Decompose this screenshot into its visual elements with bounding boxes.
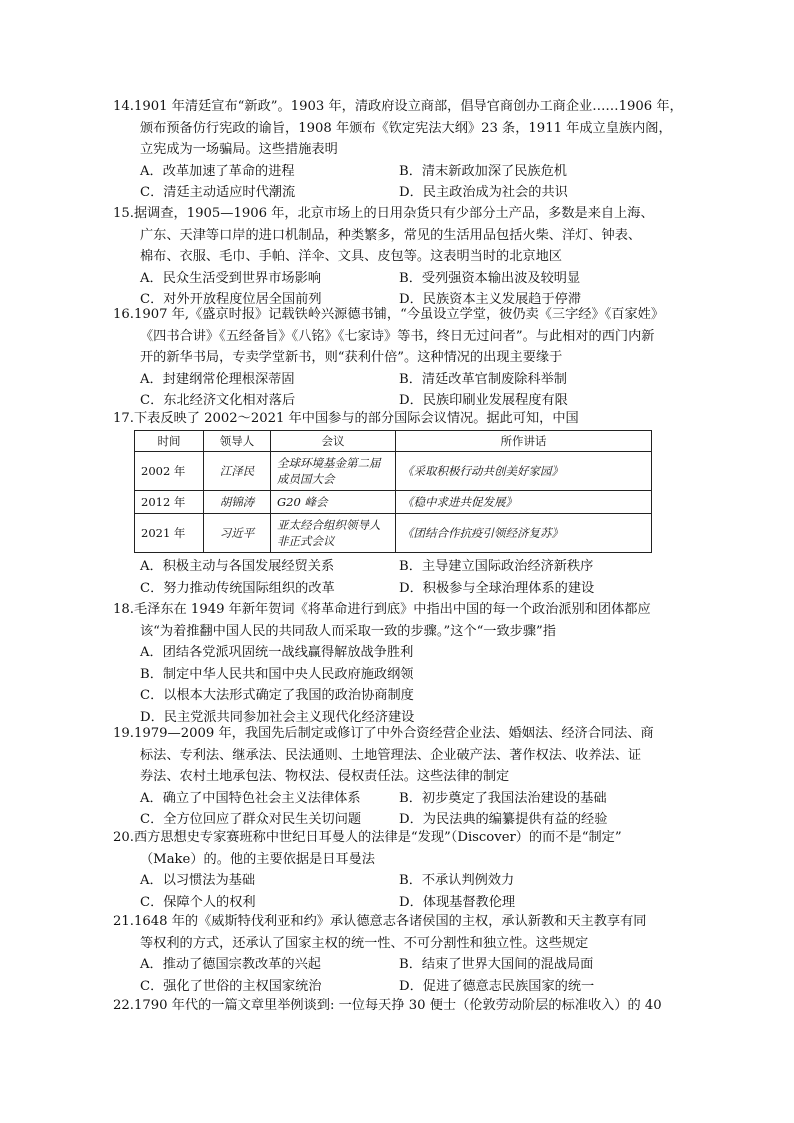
option-b[interactable]: B．不承认判例效力 [399,873,515,888]
option-b[interactable]: B．清廷改革官制废除科举制 [399,371,567,387]
question-text: 1901 年清廷宣布“新政”。1903 年，清政府设立商部，倡导官商创办工商企业……1906 年， [133,99,683,114]
question-17-options [113,556,688,599]
question-19 [113,723,688,831]
table-cell: 亚太经合组织领导人非正式会议 [271,514,396,553]
question-number: 22. [113,998,134,1013]
table-cell: 2012 年 [135,491,204,514]
table-cell: 2002 年 [135,452,204,491]
option-b[interactable]: B．清末新政加深了民族危机 [399,163,567,179]
question-text: 颁布预备仿行宪政的谕旨，1908 年颁布《钦定宪法大纲》23 条，1911 年成立皇族内阁， [140,120,672,136]
table-row [135,452,652,491]
question-number: 15. [113,206,134,221]
option-d[interactable]: D．民主党派共同参加社会主义现代化经济建设 [140,709,415,725]
option-c[interactable]: C．东北经济文化相对落后 [140,393,296,408]
option-c[interactable]: C．以根本大法形式确定了我国的政治协商制度 [140,688,414,703]
option-a[interactable]: A．积极主动与各国发展经贸关系 [140,559,335,574]
option-b[interactable]: B．初步奠定了我国法治建设的基础 [399,790,607,806]
option-d[interactable]: D．民族资本主义发展趋于停滞 [399,292,582,307]
table-cell: G20 峰会 [271,491,396,514]
table-cell: 《团结合作抗疫引领经济复苏》 [396,514,652,553]
option-b[interactable]: B．主导建立国际政治经济新秩序 [399,559,594,574]
question-number: 17. [113,411,134,426]
question-number: 20. [113,830,134,845]
option-d[interactable]: D．民主政治成为社会的共识 [399,185,568,200]
question-number: 16. [113,307,134,322]
question-14 [113,96,688,204]
question-18 [113,599,688,728]
table-cell: 江泽民 [204,452,271,491]
question-22 [113,995,688,1017]
question-text: 1979—2009 年，我国先后制定或修订了中外合资经营企业法、婚姻法、经济合同法、商 [133,726,654,741]
table-cell: 《采取积极行动共创美好家园》 [396,452,652,491]
table [134,430,652,553]
option-c[interactable]: C．清廷主动适应时代潮流 [140,185,296,200]
option-b[interactable]: B．受列强资本输出波及较明显 [399,270,581,286]
option-d[interactable]: D．体现基督教伦理 [399,894,516,910]
option-a[interactable]: A．团结各党派巩固统一战线赢得解放战争胜利 [140,645,414,660]
option-d[interactable]: D．民族印刷业发展程度有限 [399,393,568,408]
option-b[interactable]: B．结束了世界大国间的混战局面 [399,957,594,972]
question-15 [113,203,688,311]
column-header: 领导人 [204,431,271,452]
option-a[interactable]: A．改革加速了革命的进程 [140,163,295,179]
option-d[interactable]: D．为民法典的编纂提供有益的经验 [399,812,608,827]
question-text: 该“为着推翻中国人民的共同敌人而采取一致的步骤。”这个“一致步骤”指 [140,623,556,639]
table-cell: 全球环境基金第二届成员国大会 [271,452,396,491]
option-a[interactable]: A．确立了中国特色社会主义法律体系 [140,790,361,806]
option-c[interactable]: C．保障个人的权利 [140,894,256,910]
question-number: 19. [113,726,134,741]
table-cell: 《稳中求进共促发展》 [396,491,652,514]
table-row [135,491,652,514]
question-text: 标法、专利法、继承法、民法通则、土地管理法、企业破产法、著作权法、收养法、证 [140,747,642,763]
column-header: 所作讲话 [396,431,652,452]
table-row [135,514,652,553]
option-d[interactable]: D．积极参与全球治理体系的建设 [399,580,595,596]
question-text: 券法、农村土地承包法、物权法、侵权责任法。这些法律的制定 [140,769,510,784]
table-cell: 胡锦涛 [204,491,271,514]
question-text: 棉布、衣服、毛巾、手帕、洋伞、文具、皮包等。这表明当时的北京地区 [140,249,562,264]
question-text: 西方思想史专家赛班称中世纪日耳曼人的法律是“发现”（Discover）的而不是“制定” [133,830,622,845]
table-header-row [135,431,652,452]
table-cell: 习近平 [204,514,271,553]
option-c[interactable]: C．努力推动传统国际组织的改革 [140,580,335,596]
question-text: 等权利的方式，还承认了国家主权的统一性、不可分割性和独立性。这些规定 [140,935,589,951]
question-text: 广东、天津等口岸的进口机制品，种类繁多，常见的生活用品包括火柴、洋灯、钟表、 [140,227,642,243]
option-a[interactable]: A．推动了德国宗教改革的兴起 [140,957,321,972]
question-21 [113,911,688,997]
option-a[interactable]: A．民众生活受到世界市场影响 [140,270,321,286]
question-number: 21. [113,914,134,929]
question-text: 开的新华书局，专卖学堂新书，则“获利什倍”。这种情况的出现主要缘于 [140,350,563,365]
column-header: 会议 [271,431,396,452]
question-text: （Make）的。他的主要依据是日耳曼法 [140,851,375,867]
option-a[interactable]: A．以习惯法为基础 [140,873,256,888]
question-number: 14. [113,99,134,114]
question-text: 1907 年,《盛京时报》记载铁岭兴源德书铺，“今虽设立学堂，彼仍卖《三字经》《百家姓》 [133,307,665,322]
option-c[interactable]: C．全方位回应了群众对民生关切问题 [140,812,362,827]
option-d[interactable]: D．促进了德意志民族国家的统一 [399,978,595,994]
question-text: 1790 年代的一篇文章里举例谈到: 一位每天挣 30 便士（伦敦劳动阶层的标准收入）的 40 [133,998,662,1013]
question-17 [113,408,688,430]
meeting-table [134,430,652,553]
question-text: 立宪成为一场骗局。这些措施表明 [140,142,338,157]
question-text: 1648 年的《威斯特伐利亚和约》承认德意志各诸侯国的主权，承认新教和天主教享有同 [133,914,647,929]
question-text: 下表反映了 2002～2021 年中国参与的部分国际会议情况。据此可知，中国 [133,411,579,426]
question-text: 毛泽东在 1949 年新年贺词《将革命进行到底》中指出中国的每一个政治派别和团体都应 [133,602,651,617]
option-c[interactable]: C．对外开放程度位居全国前列 [140,292,322,307]
question-number: 18. [113,602,134,617]
question-text: 《四书合讲》《五经备旨》《八铭》《七家诗》等书，终日无过问者”。与此相对的西门内新 [140,328,655,344]
column-header: 时间 [135,431,204,452]
question-20 [113,827,688,913]
option-b[interactable]: B．制定中华人民共和国中央人民政府施政纲领 [140,666,414,682]
option-c[interactable]: C．强化了世俗的主权国家统治 [140,978,322,994]
table-cell: 2021 年 [135,514,204,553]
question-text: 据调查，1905—1906 年，北京市场上的日用杂货只有少部分土产品，多数是来自上海、 [133,206,654,221]
option-a[interactable]: A．封建纲常伦理根深蒂固 [140,371,295,387]
question-16 [113,304,688,412]
